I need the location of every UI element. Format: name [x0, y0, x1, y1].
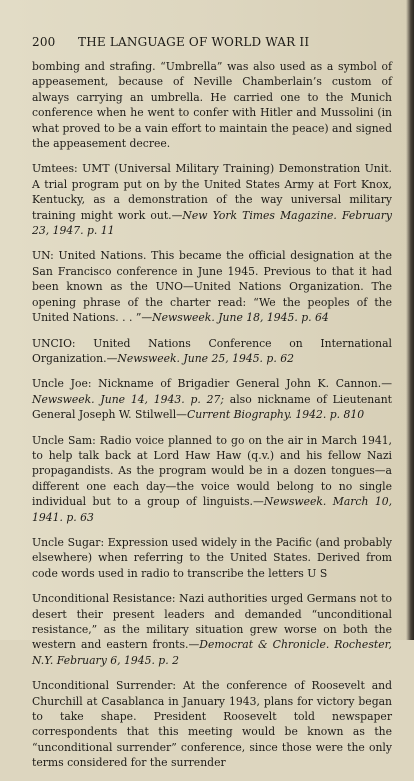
entry-term: Uncle Joe: [32, 377, 92, 391]
page-body [32, 59, 392, 781]
entry-definition: Nazi authorities urged Germans not to desert their present leaders and demanded “unconditional resistance,” as the military situation grew worse on both the western and eastern fronts.— [32, 592, 392, 652]
entry-term: Unconditional Surrender: [32, 679, 177, 693]
entry-term: Uncle Sam: [32, 433, 96, 447]
entry-uncle-joe [32, 376, 392, 422]
entry-term: UN: [32, 249, 54, 263]
entry-term: UNCIO: [32, 336, 76, 350]
entry-umtees [32, 161, 392, 238]
entry-citation: Newsweek. March 10, 1941. p. 63 [32, 495, 392, 524]
entry-definition: At the conference of Roosevelt and Churchill at Casablanca in January 1943, plans for victory began to take shape. President Roosevelt told newspaper correspondents that this meeting would be known as the “unconditional surrender” conference, since those were the only terms considered for the surrender [32, 679, 392, 770]
entry-citation-second: Current Biography. 1942. p. 810 [186, 408, 365, 422]
entry-definition: United Nations. This became the official designation at the San Francisco conference in June 1945. Previous to that it had been known as the UNO—United Nations Organization. The opening phrase of the charter read: “We the peoples of the United Nations. . . ”— [32, 249, 392, 325]
entry-term: Uncle Sugar: [32, 535, 105, 549]
entry-definition: Expression used widely in the Pacific (and probably elsewhere) when referring to the United States. Derived from code words used in radio to transcribe the letters U S [32, 535, 392, 580]
entry-citation: Newsweek. June 18, 1945. p. 64 [152, 311, 329, 325]
entry-citation: Democrat & Chronicle. Rochester, N.Y. February 6, 1945. p. 2 [32, 638, 392, 667]
entry-uncle-sugar [32, 535, 392, 581]
running-title: THE LANGUAGE OF WORLD WAR II [78, 35, 310, 49]
entry-unconditional-resistance [32, 591, 392, 668]
entry-definition: United Nations Conference on International Organization.— [32, 336, 392, 365]
entry-citation: Newsweek. June 25, 1945. p. 62 [117, 351, 294, 365]
entry-citation: Newsweek. June 14, 1943. p. 27; [32, 392, 224, 406]
entry-unconditional-surrender [32, 678, 392, 770]
entry-definition: UMT (Universal Military Training) Demonstration Unit. A trial program put on by the United States Army at Fort Knox, Kentucky, as a demonstration of the way universal military training might work out.— [32, 162, 392, 222]
entry-definition: Nickname of Brigadier General John K. Cannon.— [91, 377, 392, 391]
page-edge-shadow [406, 0, 414, 640]
entry-uncle-sam [32, 433, 392, 525]
entry-uncio [32, 336, 392, 367]
entry-term: Unconditional Resistance: [32, 592, 176, 606]
page-number: 200 [32, 35, 56, 49]
entry-definition-continued: also nickname of Lieutenant General Joseph W. Stilwell— [32, 392, 392, 422]
entry-definition: Radio voice planned to go on the air in March 1941, to help talk back at Lord Haw Haw (q.v.) and his fellow Nazi propagandists. As the program would be in a dozen tongues—a different one each day—the voice would belong to no single individual but to a group of linguists.— [32, 433, 392, 509]
continued-text: bombing and strafing. “Umbrella” was also used as a symbol of appeasement, because of Neville Chamberlain’s custom of always carrying an umbrella. He carried one to the Munich conference when he went to confer with Hitler and Mussolini (in what proved to be a vain effort to maintain the peace) and signed the appeasement decree. [32, 60, 392, 151]
entry-un [32, 248, 392, 325]
entry-term: Umtees: [32, 162, 78, 176]
page-header [32, 35, 394, 49]
continued-paragraph [32, 59, 392, 151]
entry-citation: New York Times Magazine. February 23, 1947. p. 11 [32, 208, 393, 238]
